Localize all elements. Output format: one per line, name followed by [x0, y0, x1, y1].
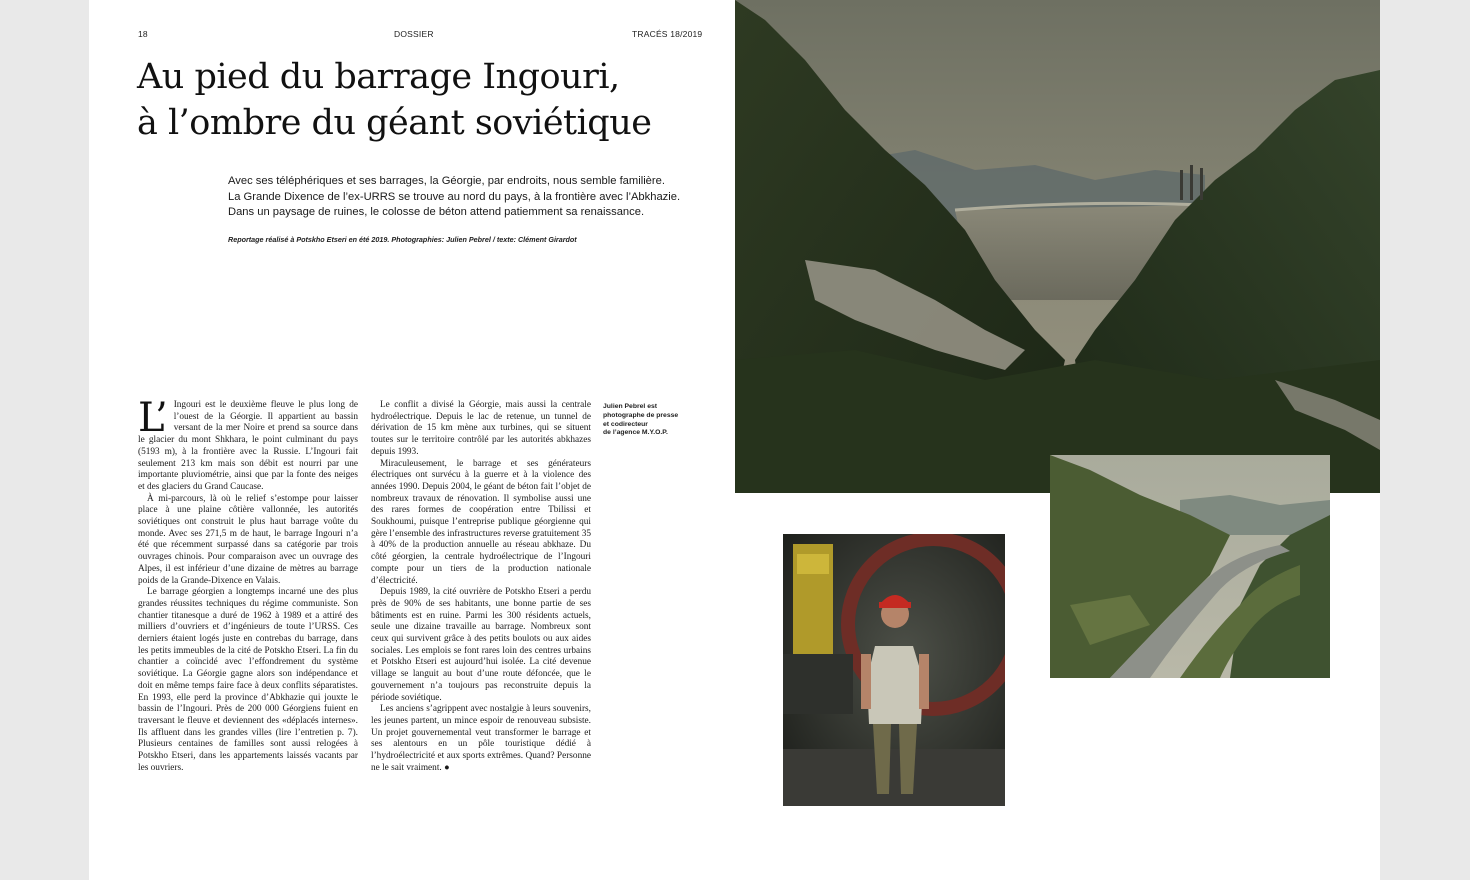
body-column-1 — [138, 395, 358, 775]
page-number: 18 — [138, 29, 148, 39]
issue-label: TRACÉS 18/2019 — [632, 29, 703, 39]
note-line: Julien Pebrel est — [603, 403, 658, 410]
paragraph: Les anciens s’agrippent avec nostalgie à leurs souvenirs, les jeunes partent, un mince espoir de renouveau subsiste. Un projet gouvernemental veut transformer le barrage et ses alentours en un pôle touristique dédié à l’hydroélectricité et aux sports extrêmes. Quand? Personne ne le sait vraiment. ● — [371, 704, 591, 773]
body-column-2 — [371, 400, 591, 775]
lead-line-2: La Grande Dixence de l’ex-URRS se trouve au nord du pays, à la frontière avec l’Abkhazie. — [228, 190, 681, 203]
section-label: DOSSIER — [394, 29, 434, 39]
note-line: de l’agence M.Y.O.P. — [603, 429, 668, 437]
title-line-1: Au pied du barrage Ingouri, — [137, 57, 620, 97]
note-line: et codirecteur — [603, 420, 648, 428]
photographer-note — [603, 403, 695, 438]
article-lead — [228, 174, 688, 221]
paragraph: Le barrage géorgien a longtemps incarné une des plus grandes réussites techniques du régime communiste. Son chantier titanesque a duré de 1962 à 1989 et a attiré des milliers d’ouvriers et d’ingénieurs de toute l’URSS. Ces derniers étaient logés juste en contrebas du barrage, dans les petits immeubles de la cité de Potskho Etseri. La fin du chantier a coïncidé avec l’effondrement du système soviétique. La Géorgie gagne alors son indépendance et doit en même temps faire face à deux conflits séparatistes. En 1993, elle perd la province d’Abkhazie qui jouxte le bassin de l’Ingouri. Près de 200 000 Géorgiens fuient en traversant le fleuve et deviennent des «déplacés internes». Ils affluent dans les grandes villes (lire l’entretien p. 7). Plusieurs centaines de familles sont aussi relogées à Potskho Etseri, dans les appartements laissés vacants par les ouvriers. — [138, 587, 358, 773]
paragraph: À mi-parcours, là où le relief s’estompe pour laisser place à une plaine côtière vallonnée, les autorités soviétiques ont construit le plus haut barrage voûte du monde. Avec ses 271,5 m de haut, le barrage Ingouri n’a été que récemment surpassé dans sa catégorie par trois ouvrages chinois. Pour comparaison avec un ouvrage des Alpes, il est inférieur d’une dizaine de mètres au barrage poids de la Grande-Dixence en Valais. — [138, 493, 358, 586]
dam-valley-photo — [735, 0, 1380, 493]
paragraph: Le conflit a divisé la Géorgie, mais aussi la centrale hydroélectrique. Depuis le lac de retenue, un tunnel de dérivation de 15 km mène aux turbines, qui se situent toutes sur le territoire contrôlé par les autorités abkhazes depuis 1993. — [371, 400, 591, 457]
title-line-2: à l’ombre du géant soviétique — [137, 103, 652, 143]
paragraph: Depuis 1989, la cité ouvrière de Potskho Etseri a perdu près de 90% de ses habitants, une bonne partie de ses bâtiments est en ruine. Parmi les 300 résidents actuels, seule une dizaine travaille au barrage. Nombreux sont ceux qui survivent grâce à des petits boulots ou aux aides sociales. Les emplois se font rares loin des centres urbains et Potskho Etseri est aujourd’hui isolée. La cité devenue village se languit au bout d’une route défoncée, que le gouvernement n’a toujours pas reconstruite depuis la période soviétique. — [371, 587, 591, 703]
paragraph: Miraculeusement, le barrage et ses générateurs électriques ont survécu à la guerre et à la violence des années 1990. Depuis 2004, le géant de béton fait l’objet de nombreux travaux de rénovation. Il symbolise aussi une des rares formes de coopération entre Tbilissi et Soukhoumi, puisque l’entreprise publique géorgienne qui gère l’ensemble des infrastructures reverse gratuitement 35 à 40% de la production annuelle au réseau abkhaze. Du côté géorgien, la centrale hydroélectrique de l’Ingouri compte pour un tiers de la production nationale d’électricité. — [371, 458, 591, 586]
lead-line-1: Avec ses téléphériques et ses barrages, la Géorgie, par endroits, nous semble familière. — [228, 175, 665, 187]
portrait-photo — [783, 534, 1005, 806]
note-line: photographe de presse — [603, 411, 679, 419]
reportage-credit: Reportage réalisé à Potskho Etseri en été 2019. Photographies: Julien Pebrel / texte: Clément Girardot — [228, 235, 577, 244]
river-valley-photo — [1050, 455, 1330, 678]
drop-cap: L’ — [138, 395, 168, 441]
paragraph-text: Ingouri est le deuxième fleuve le plus long de l’ouest de la Géorgie. Il appartient au bassin versant de la mer Noire et prend sa source dans le glacier du mont Shkhara, le point culminant du pays (5193 m), à la frontière avec la Russie. L’Ingouri fait seulement 213 km mais son débit est nourri par une importante pluviométrie, ainsi que par la fonte des neiges et des glaciers du Grand Caucase. — [138, 400, 358, 492]
paragraph — [138, 395, 358, 494]
article-title — [137, 54, 737, 146]
magazine-spread — [89, 0, 1380, 880]
lead-line-3: Dans un paysage de ruines, le colosse de béton attend patiemment sa renaissance. — [228, 206, 645, 219]
